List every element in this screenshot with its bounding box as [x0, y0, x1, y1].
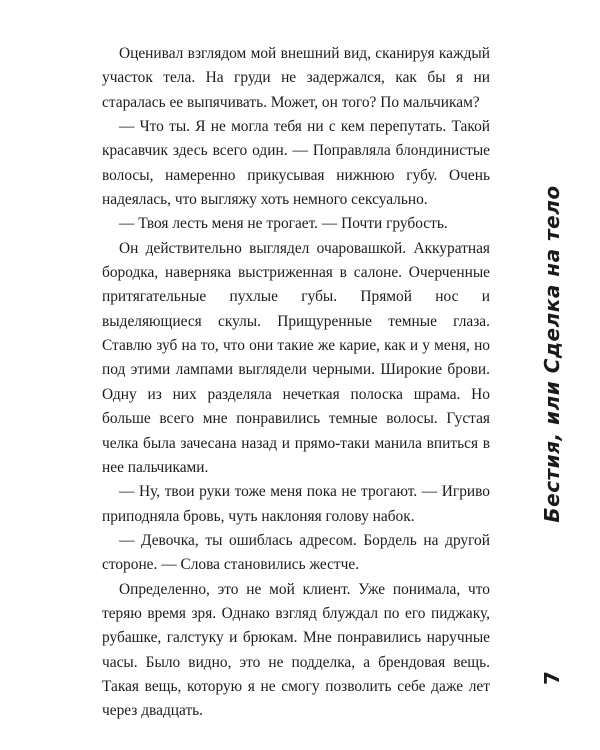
body-text	[102, 42, 490, 724]
page-sidebar	[537, 42, 567, 692]
paragraph-2: — Что ты. Я не могла тебя ни с кем перепутать. Такой красавчик здесь всего один. — Поправляла блондинистые волосы, намеренно прикусывая нижнюю губу. Очень надеялась, что выгляжу хоть немного сексуально.	[102, 118, 490, 209]
paragraph-3: — Твоя лесть меня не трогает. — Почти грубость.	[119, 215, 448, 233]
paragraph-5: — Ну, твои руки тоже меня пока не трогают. — Игриво приподняла бровь, чуть наклоняя голову набок.	[102, 483, 490, 525]
paragraph-7: Определенно, это не мой клиент. Уже понимала, что теряю время зря. Однако взгляд блуждал по его пиджаку, рубашке, галстуку и брюкам. Мне понравились наручные часы. Было видно, это не подделка, а брендовая вещь. Такая вещь, которую я не смогу позволить себе даже лет через двадцать.	[102, 580, 490, 720]
paragraph-1: Оценивал взглядом мой внешний вид, сканируя каждый участок тела. На груди не задержался, как бы я ни старалась ее выпячивать. Может, он того? По мальчикам?	[102, 45, 490, 111]
paragraph-4: Он действительно выглядел очаровашкой. Аккуратная бородка, наверняка выстриженная в салоне. Очерченные притягательные пухлые губы. Прямой нос и выделяющиеся скулы. Прищуренные темные глаза. Ставлю зуб на то, что они такие же карие, как и у меня, но под этими лампами выглядели черными. Широкие брови. Одну из них разделяла нечеткая полоска шрама. Но больше всего мне понравились темные волосы. Густая челка была зачесана назад и прямо-таки манила впиться в нее пальчиками.	[102, 239, 490, 476]
page-number: 7	[540, 671, 564, 685]
paragraph-6: — Девочка, ты ошиблась адресом. Бордель на другой стороне. — Слова становились жестче.	[102, 531, 490, 574]
running-title: Бестия, или Сделка на тело	[540, 185, 564, 523]
